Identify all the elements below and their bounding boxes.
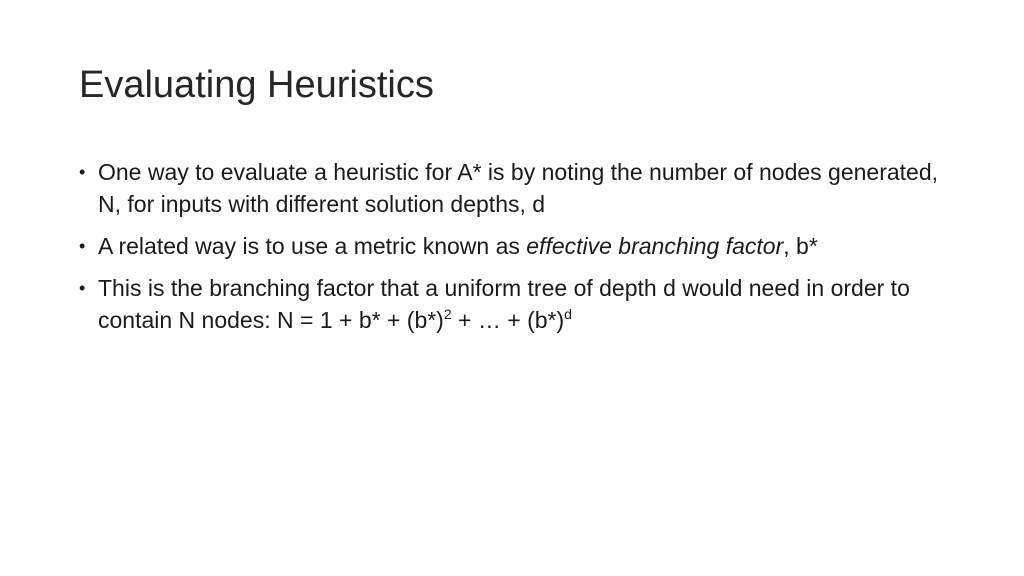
bullet-text: One way to evaluate a heuristic for A* is by noting the number of nodes generated, N, for inputs with different solution depths, d (98, 159, 939, 217)
bullet-text-part: This is the branching factor that a uniform tree of depth d would need in order to contain N nodes: N = 1 + b* + (b*) (98, 275, 910, 333)
bullet-text-part: + … + (b*) (451, 307, 565, 333)
bullet-dot-icon: • (79, 236, 86, 256)
superscript: 2 (443, 306, 452, 322)
slide-title: Evaluating Heuristics (79, 64, 434, 106)
superscript: d (564, 306, 572, 322)
bullet-list (79, 156, 959, 346)
emphasized-term: effective branching factor (526, 233, 784, 259)
bullet-text-part: , b* (783, 233, 818, 259)
bullet-dot-icon: • (79, 162, 86, 182)
bullet-text-part: A related way is to use a metric known as (98, 233, 527, 259)
bullet-item (79, 230, 959, 262)
bullet-text (98, 233, 818, 259)
bullet-dot-icon: • (79, 278, 86, 298)
bullet-text (98, 275, 910, 333)
bullet-item (79, 156, 959, 220)
bullet-item (79, 272, 959, 336)
